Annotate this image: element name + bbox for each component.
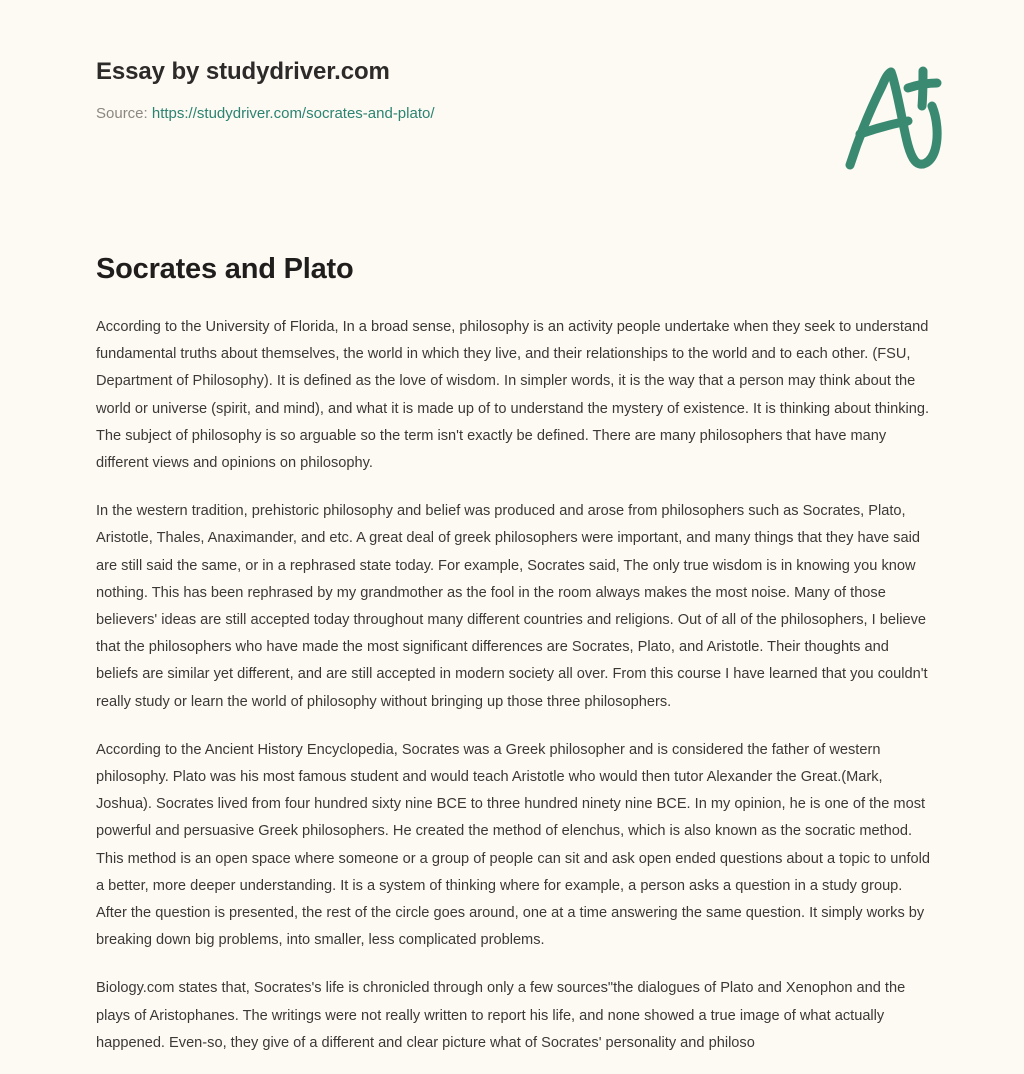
page-title: Socrates and Plato [96, 253, 354, 285]
a-plus-logo-icon [836, 62, 948, 172]
page-header [96, 56, 944, 124]
source-url-link[interactable]: https://studydriver.com/socrates-and-plato/ [151, 105, 435, 122]
paragraph: Biology.com states that, Socrates's life is chronicled through only a few sources"the dialogues of Plato and Xenophon and the plays of Aristophanes. The writings were not really written to report his life, and none showed a true image of what actually happened. Even-so, they give of a different and clear picture what of Socrates' personality and philoso [96, 980, 906, 1051]
source-label: Source: [96, 105, 148, 122]
paragraph: According to the University of Florida, In a broad sense, philosophy is an activity people undertake when they seek to understand fundamental truths about themselves, the world in which they live, and their relationships to the world and to each other. (FSU, Department of Philosophy). It is defined as the love of wisdom. In simpler words, it is the way that a person may think about the world or universe (spirit, and mind), and what it is made up of to understand the mystery of existence. It is thinking about thinking. The subject of philosophy is so arguable so the term isn't exactly be defined. There are many philosophers that have many different views and opinions on philosophy. [96, 319, 930, 472]
paragraph: According to the Ancient History Encyclopedia, Socrates was a Greek philosopher and is considered the father of western philosophy. Plato was his most famous student and would teach Aristotle who would then tutor Alexander the Great.(Mark, Joshua). Socrates lived from four hundred sixty nine BCE to three hundred ninety nine BCE. In my opinion, he is one of the most powerful and persuasive Greek philosophers. He created the method of elenchus, which is also known as the socratic method. This method is an open space where someone or a group of people can sit and ask open ended questions about a topic to unfold a better, more deeper understanding. It is a system of thinking where for example, a person asks a question in a study group. After the question is presented, the rest of the circle goes around, one at a time answering the same question. It simply works by breaking down big problems, into smaller, less complicated problems. [96, 741, 931, 949]
essay-by-heading: Essay by studydriver.com [96, 58, 390, 85]
essay-body [96, 314, 932, 1057]
paragraph: In the western tradition, prehistoric philosophy and belief was produced and arose from philosophers such as Socrates, Plato, Aristotle, Thales, Anaximander, and etc. A great deal of greek philosophers were important, and many things that they have said are still said the same, or in a rephrased state today. For example, Socrates said, The only true wisdom is in knowing you know nothing. This has been rephrased by my grandmother as the fool in the room always makes the most noise. Many of those believers' ideas are still accepted today throughout many different countries and religions. Out of all of the philosophers, I believe that the philosophers who have made the most significant differences are Socrates, Plato, and Aristotle. Their thoughts and beliefs are similar yet different, and are still accepted in modern society all over. From this course I have learned that you couldn't really study or learn the world of philosophy without bringing up those three philosophers. [96, 503, 928, 710]
a-plus-logo-svg [836, 62, 948, 172]
source-line [96, 104, 944, 124]
